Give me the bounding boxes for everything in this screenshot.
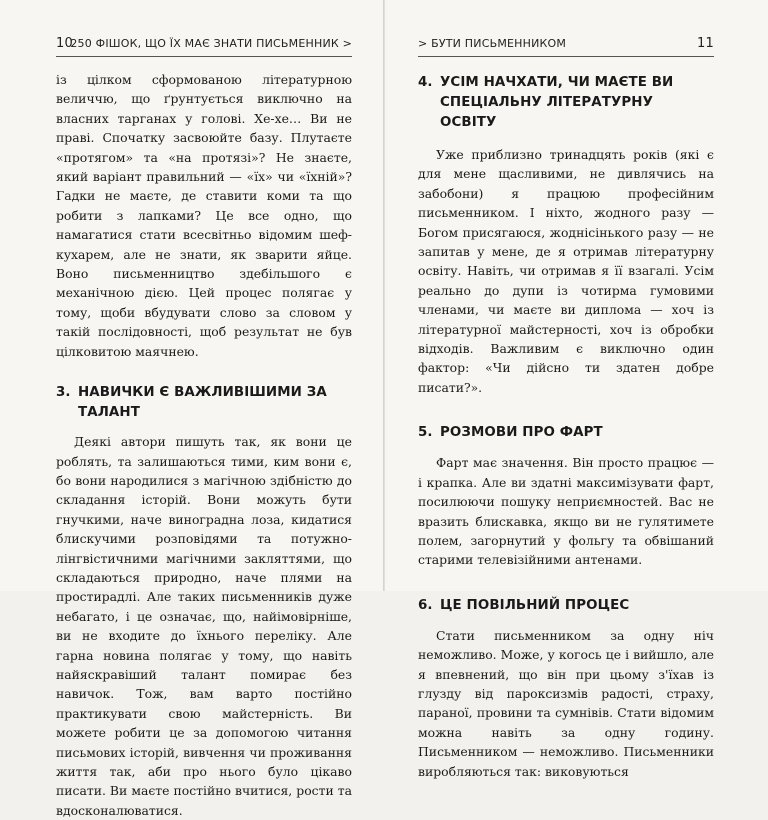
- section-3-number: 3.: [56, 385, 71, 401]
- left-page-body: [56, 70, 352, 820]
- section-4-title: УСІМ НАЧХАТИ, ЧИ МАЄТЕ ВИ СПЕЦІАЛЬНУ ЛІТЕРАТУРНУ ОСВІТУ: [440, 75, 674, 130]
- section-5-text: Фарт має значення. Він просто працює — і крапка. Але ви здатні максимізувати фарт, посилюючи пошуку неприємностей. Вас не вразить блискавка, якщо ви не гулятимете полем, загорнутий у фольгу та обвішаний старими телевізійними антенами.: [418, 455, 714, 568]
- section-3-heading: [56, 383, 352, 423]
- running-head-right: > БУТИ ПИСЬМЕННИКОМ: [418, 37, 567, 50]
- section-5-number: 5.: [418, 425, 433, 441]
- section-6-text: Стати письменником за одну ніч неможливо. Може, у когось це і вийшло, але я впевнений, що він при цьому з'їхав із глузду від пароксизмів радості, страху, параної, провини та сумнівів. Стати відомим можна навіть за одну годину. Письменником — неможливо. Письменники виробляються так: виковуються: [418, 627, 714, 779]
- page-number-right: 11: [697, 36, 714, 51]
- left-page: [0, 0, 383, 818]
- section-4-text: Уже приблизно тринадцять років (які є для мене щасливими, не дивлячись на забобони) я працюю професійним письменником. І ніхто, жодного разу — Богом присягаюся, жоднісінького разу — не запитав у мене, де я отримав літературну освіту. Навіть, чи отримав я її взагалі. Усім реально до дупи із чотирма гумовими членами, чи маєте ви диплома — хоч із літературної майстерності, хоч із обробки відходів. Важливим є виключно один фактор: «Чи дійсно ти здатен добре писати?».: [418, 147, 714, 395]
- section-6-title: ЦЕ ПОВІЛЬНИЙ ПРОЦЕС: [440, 597, 630, 613]
- header-rule-right: [418, 56, 714, 57]
- page-number-left: 10: [56, 36, 73, 51]
- section-6-number: 6.: [418, 597, 433, 613]
- section-4-number: 4.: [418, 75, 433, 90]
- right-page: [385, 0, 768, 779]
- section-5-heading: [418, 423, 714, 443]
- left-page-header: [56, 36, 352, 56]
- right-page-header: [418, 36, 714, 56]
- paragraph-continued: із цілком сформованою літературною величчю, що ґрунтується виключно на власних тарганах у голові. Хе-хе… Ви не праві. Спочатку засвоюйте базу. Плутаєте «протягом» та «на протязі»? Не знаєте, який варіант правильний — «їх» чи «їхній»? Гадки не маєте, де ставити коми та що робити з лапками? Це все одно, що намагатися стати всесвітньо відомим шеф-кухарем, але не знати, як зварити яйце. Воно письменництво здебільшого є механічною дією. Цей процес полягає у тому, щоби вбудувати слово за словом у такій послідовності, щоб результат не був цілковитою маячнею.: [56, 72, 352, 359]
- right-page-body: [418, 73, 714, 781]
- section-5-title: РОЗМОВИ ПРО ФАРТ: [440, 425, 603, 441]
- section-4-heading: [418, 73, 714, 133]
- header-rule-left: [56, 56, 352, 57]
- section-3-title: НАВИЧКИ Є ВАЖЛИВІШИМИ ЗА ТАЛАНТ: [78, 385, 327, 421]
- section-3-text: Деякі автори пишуть так, як вони це роблять, та залишаються тими, ким вони є, бо вони народилися з магічною здібністю до складання історій. Вони можуть бути гнучкими, наче виноградна лоза, кидатися блискучими розповідями та потужно-лінгвістичними магічними закляттями, що складаються природно, наче плями на простирадлі. Але таких письменників дуже небагато, і це означає, що, найімовірніше, ви не входите до їхнього переліку. Але гарна новина полягає у тому, що навіть найяскравіший талант помирає без навичок. Тож, вам варто постійно практикувати свою майстерність. Ви можете робити це за допомогою читання письмових історій, вивчення чи проживання життя так, аби про нього було цікаво писати. Ви маєте постійно вчитися, рости та вдосконалюватися.: [56, 434, 352, 818]
- section-6-heading: [418, 596, 714, 616]
- running-head-left: 250 ФІШОК, ЩО ЇХ МАЄ ЗНАТИ ПИСЬМЕННИК >: [70, 37, 352, 50]
